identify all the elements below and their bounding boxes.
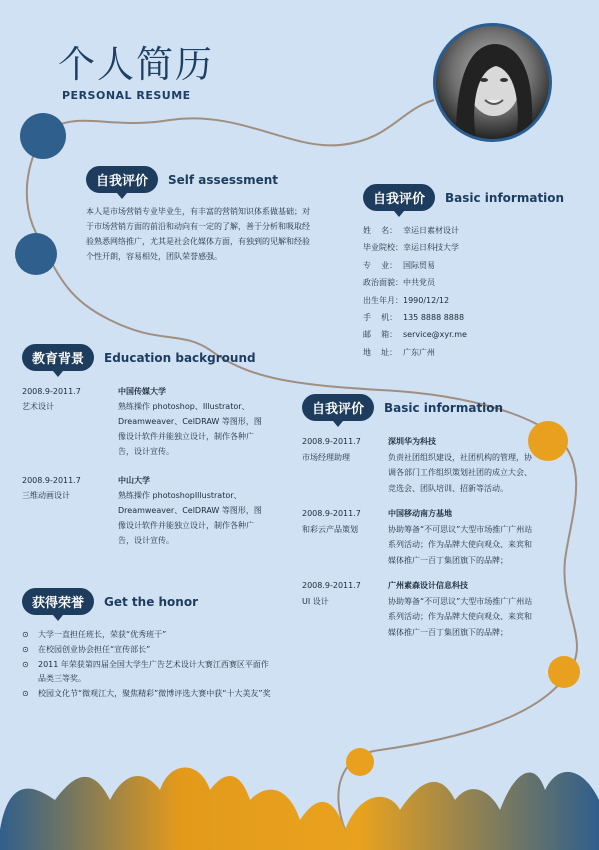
basic-info-pill: 自我评价 [363, 184, 435, 211]
info-value: 国际贸易 [403, 260, 435, 270]
experience-date: 2008.9-2011.7 [302, 509, 361, 518]
experience-pill: 自我评价 [302, 394, 374, 421]
profile-photo [433, 23, 552, 142]
info-value: service@xyr.me [403, 330, 467, 340]
honor-pill: 获得荣誉 [22, 588, 94, 615]
info-key: 出生年月： [363, 295, 403, 305]
experience-company: 深圳华为科技 [388, 437, 436, 446]
education-title: Education background [104, 350, 256, 365]
experience-list [302, 434, 538, 640]
info-row-email [363, 326, 523, 343]
info-key: 毕业院校： [363, 243, 403, 253]
info-row-address [363, 344, 523, 361]
education-item [22, 473, 268, 548]
experience-company: 广州素森设计信息科技 [388, 581, 468, 590]
info-value: 广东广州 [403, 347, 435, 357]
experience-date: 2008.9-2011.7 [302, 581, 361, 590]
experience-role: UI 设计 [302, 596, 329, 606]
experience-date: 2008.9-2011.7 [302, 437, 361, 446]
page-title: 个人简历 [58, 43, 214, 86]
education-date: 2008.9-2011.7 [22, 387, 81, 396]
info-value: 幸运日科技大学 [403, 243, 459, 253]
info-key: 邮 箱： [363, 330, 398, 340]
honor-item: ⊙ 2011 年荣获第四届全国大学生广告艺术设计大赛江西赛区平面作品类三等奖。 [22, 658, 272, 686]
experience-item [302, 434, 538, 496]
page-subtitle: PERSONAL RESUME [62, 89, 191, 102]
info-row-phone [363, 309, 523, 326]
education-school: 中山大学 [118, 476, 150, 485]
orange-circle-3 [346, 748, 374, 776]
experience-company: 中国移动南方基地 [388, 509, 452, 518]
info-value: 135 8888 8888 [403, 313, 465, 323]
education-pill: 教育背景 [22, 344, 94, 371]
honor-title: Get the honor [104, 594, 199, 609]
education-school: 中国传媒大学 [118, 387, 166, 396]
experience-desc: 负责社团组织建设，社团机构的管理，协调各部门工作组织策划社团的成立大会、竞选会、团队培训、招新等活动。 [388, 452, 532, 493]
experience-item [302, 506, 538, 568]
self-assessment-text: 本人是市场营销专业毕业生，有丰富的营销知识体系做基础；对于市场营销方面的前沿和动向有一定的了解，善于分析和吸取经验熟悉网络推广，尤其是社会化媒体方面，有独到的见解和经验个性开朗，容易相处，团队荣誉感强。 [86, 207, 310, 261]
info-value: 幸运日素材设计 [403, 226, 459, 235]
info-key: 手 机： [363, 313, 398, 323]
basic-info-header [363, 184, 564, 211]
self-assessment-header [86, 166, 278, 193]
experience-desc: 协助筹备“不可思议”大型市场推广广州站系列活动；作为品牌大使向观众、来宾和媒体推广一百丁集团旗下的品牌； [388, 524, 533, 565]
info-value: 中共党员 [403, 278, 435, 288]
experience-header [302, 394, 503, 421]
education-major: 艺术设计 [22, 402, 54, 411]
experience-role: 和彩云产品策划 [302, 524, 358, 534]
basic-info-list [363, 222, 523, 361]
info-key: 地 址： [363, 347, 398, 357]
portrait-icon [436, 26, 549, 139]
experience-title: Basic information [384, 400, 504, 415]
info-key: 姓 名： [363, 226, 398, 235]
education-list [22, 384, 268, 548]
honor-item: ⊙ 大学一直担任班长，荣获“优秀班干” [22, 628, 272, 642]
self-assessment-pill: 自我评价 [86, 166, 158, 193]
info-key: 政治面貌： [363, 278, 403, 288]
bottom-hills [0, 768, 599, 850]
info-row-politics [363, 274, 523, 291]
info-key: 专 业： [363, 260, 398, 270]
education-desc: 熟练操作 photoshop、Illustrator、Dreamweaver、CelDRAW 等图形，图像设计软件并能独立设计，制作各种广告，设计宣传。 [118, 402, 262, 456]
info-row-major [363, 257, 523, 274]
education-header [22, 344, 256, 371]
experience-desc: 协助筹备“不可思议”大型市场推广广州站系列活动；作为品牌大使向观众、来宾和媒体推广一百丁集团旗下的品牌； [388, 596, 533, 637]
experience-item [302, 578, 538, 640]
info-row-school [363, 239, 523, 256]
honor-item: ⊙ 在校园创业协会担任“宣传部长” [22, 643, 272, 657]
info-row-birth [363, 292, 523, 309]
info-value: 1990/12/12 [403, 295, 450, 305]
self-assessment-title: Self assessment [168, 172, 279, 187]
education-item [22, 384, 268, 459]
education-major: 三维动画设计 [22, 491, 70, 500]
education-desc: 熟练操作 photoshopIllustrator、Dreamweaver、CelDRAW 等图形，图像设计软件并能独立设计，制作各种广告，设计宣传。 [118, 491, 262, 545]
orange-circle-2 [548, 656, 580, 688]
honor-item: ⊙ 校园文化节“微观江大，聚焦精彩”微博评选大赛中获“十大美友”奖 [22, 687, 272, 701]
info-row-name [363, 222, 523, 239]
honor-header [22, 588, 198, 615]
experience-role: 市场经理助理 [302, 452, 350, 462]
education-date: 2008.9-2011.7 [22, 476, 81, 485]
blue-circle-mid [15, 233, 57, 275]
blue-circle-top [20, 113, 66, 159]
honor-list [22, 628, 272, 702]
basic-info-title: Basic information [445, 190, 565, 205]
